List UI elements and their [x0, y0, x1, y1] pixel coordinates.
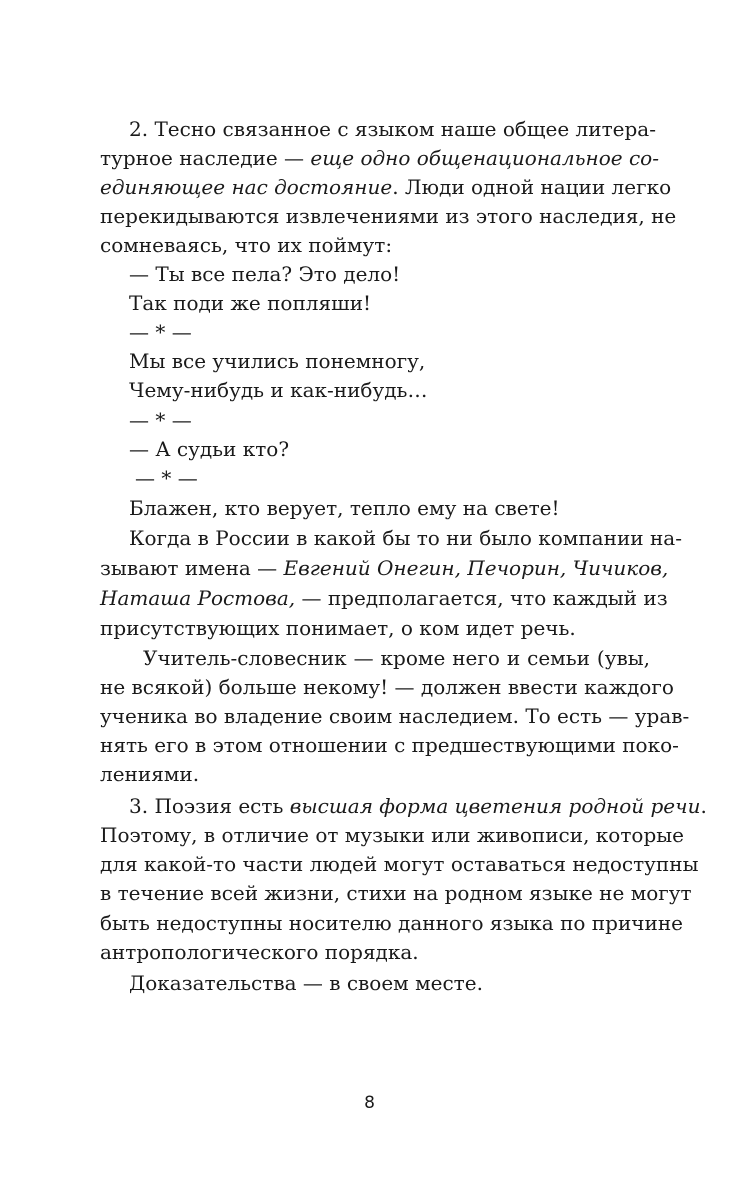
text-run: лениями. [100, 762, 200, 786]
quote-line-6: Блажен, кто верует, тепло ему на свете! [129, 496, 560, 520]
text-run: Поэтому, в отличие от музыки или живописи, которые [100, 823, 684, 847]
text-run: . [700, 794, 707, 818]
text-run: нять его в этом отношении с предшествующими поко- [100, 733, 679, 757]
paragraph-russia-line-4 [100, 613, 650, 643]
text-run: Доказательства — в своем месте. [129, 971, 483, 995]
paragraph-teacher-line-5 [100, 759, 650, 789]
text-run: Учитель-словесник — кроме него и семьи (увы, [143, 646, 650, 670]
quote-separator: — * — [129, 408, 192, 432]
text-run: антропологического порядка. [100, 940, 419, 964]
text-run: присутствующих понимает, о ком идет речь. [100, 616, 576, 640]
paragraph-3-line-6 [100, 937, 650, 967]
quote-line-1: — Ты все пела? Это дело! [129, 262, 401, 286]
paragraph-teacher-line-1 [143, 643, 650, 673]
text-run: 3. Поэзия есть [129, 794, 284, 818]
paragraph-proof-line-1 [129, 968, 679, 998]
paragraph-teacher-line-2 [100, 672, 674, 702]
quote-line-3: Мы все учились понемногу, [129, 349, 426, 373]
italic-run: еще одно общенациональное со- [310, 146, 659, 170]
paragraph-russia-line-3 [100, 583, 668, 613]
quote-line-5: — А судьи кто? [129, 437, 290, 461]
text-run: быть недоступны носителю данного языка по причине [100, 911, 683, 935]
paragraph-3-line-2 [100, 820, 684, 850]
quote-line-4: Чему-нибудь и как-нибудь… [129, 378, 428, 402]
page-number: 8 [364, 1093, 375, 1113]
quote-separator: — * — [129, 320, 192, 344]
text-run: зывают имена — [100, 556, 278, 580]
paragraph-2-line-5 [100, 230, 650, 260]
paragraph-3-line-1 [129, 791, 707, 821]
paragraph-3-line-4 [100, 878, 692, 908]
quote-separator: — * — [135, 466, 198, 490]
paragraph-teacher-line-3 [100, 701, 690, 731]
text-run: в течение всей жизни, стихи на родном языке не могут [100, 881, 692, 905]
text-run: 2. Тесно связанное с языком наше общее литера- [129, 117, 656, 141]
text-run: турное наследие — [100, 146, 305, 170]
text-run: — предполагается, что каждый из [301, 586, 668, 610]
quote-line-2: Так поди же попляши! [129, 291, 372, 315]
paragraph-2-line-3 [100, 172, 672, 202]
italic-run: единяющее нас достояние [100, 175, 393, 199]
paragraph-2-line-1 [129, 114, 656, 144]
text-run: ученика во владение своим наследием. То есть — урав- [100, 704, 690, 728]
paragraph-russia-line-1 [129, 523, 682, 553]
text-run: Когда в России в какой бы то ни было компании на- [129, 526, 682, 550]
text-run: перекидываются извлечениями из этого наследия, не [100, 204, 677, 228]
text-run: для какой-то части людей могут оставаться недоступны [100, 852, 699, 876]
paragraph-3-line-5 [100, 908, 683, 938]
italic-run: высшая форма цветения родной речи [289, 794, 701, 818]
paragraph-russia-line-2 [100, 553, 669, 583]
paragraph-2-line-4 [100, 201, 677, 231]
text-run: . Люди одной нации легко [392, 175, 672, 199]
paragraph-3-line-3 [100, 849, 699, 879]
paragraph-2-line-2 [100, 143, 659, 173]
text-run: сомневаясь, что их поймут: [100, 233, 393, 257]
text-run: не всякой) больше некому! — должен ввести каждого [100, 675, 674, 699]
italic-run: Евгений Онегин, Печорин, Чичиков, [283, 556, 669, 580]
italic-run: Наташа Ростова, [100, 586, 296, 610]
paragraph-teacher-line-4 [100, 730, 679, 760]
